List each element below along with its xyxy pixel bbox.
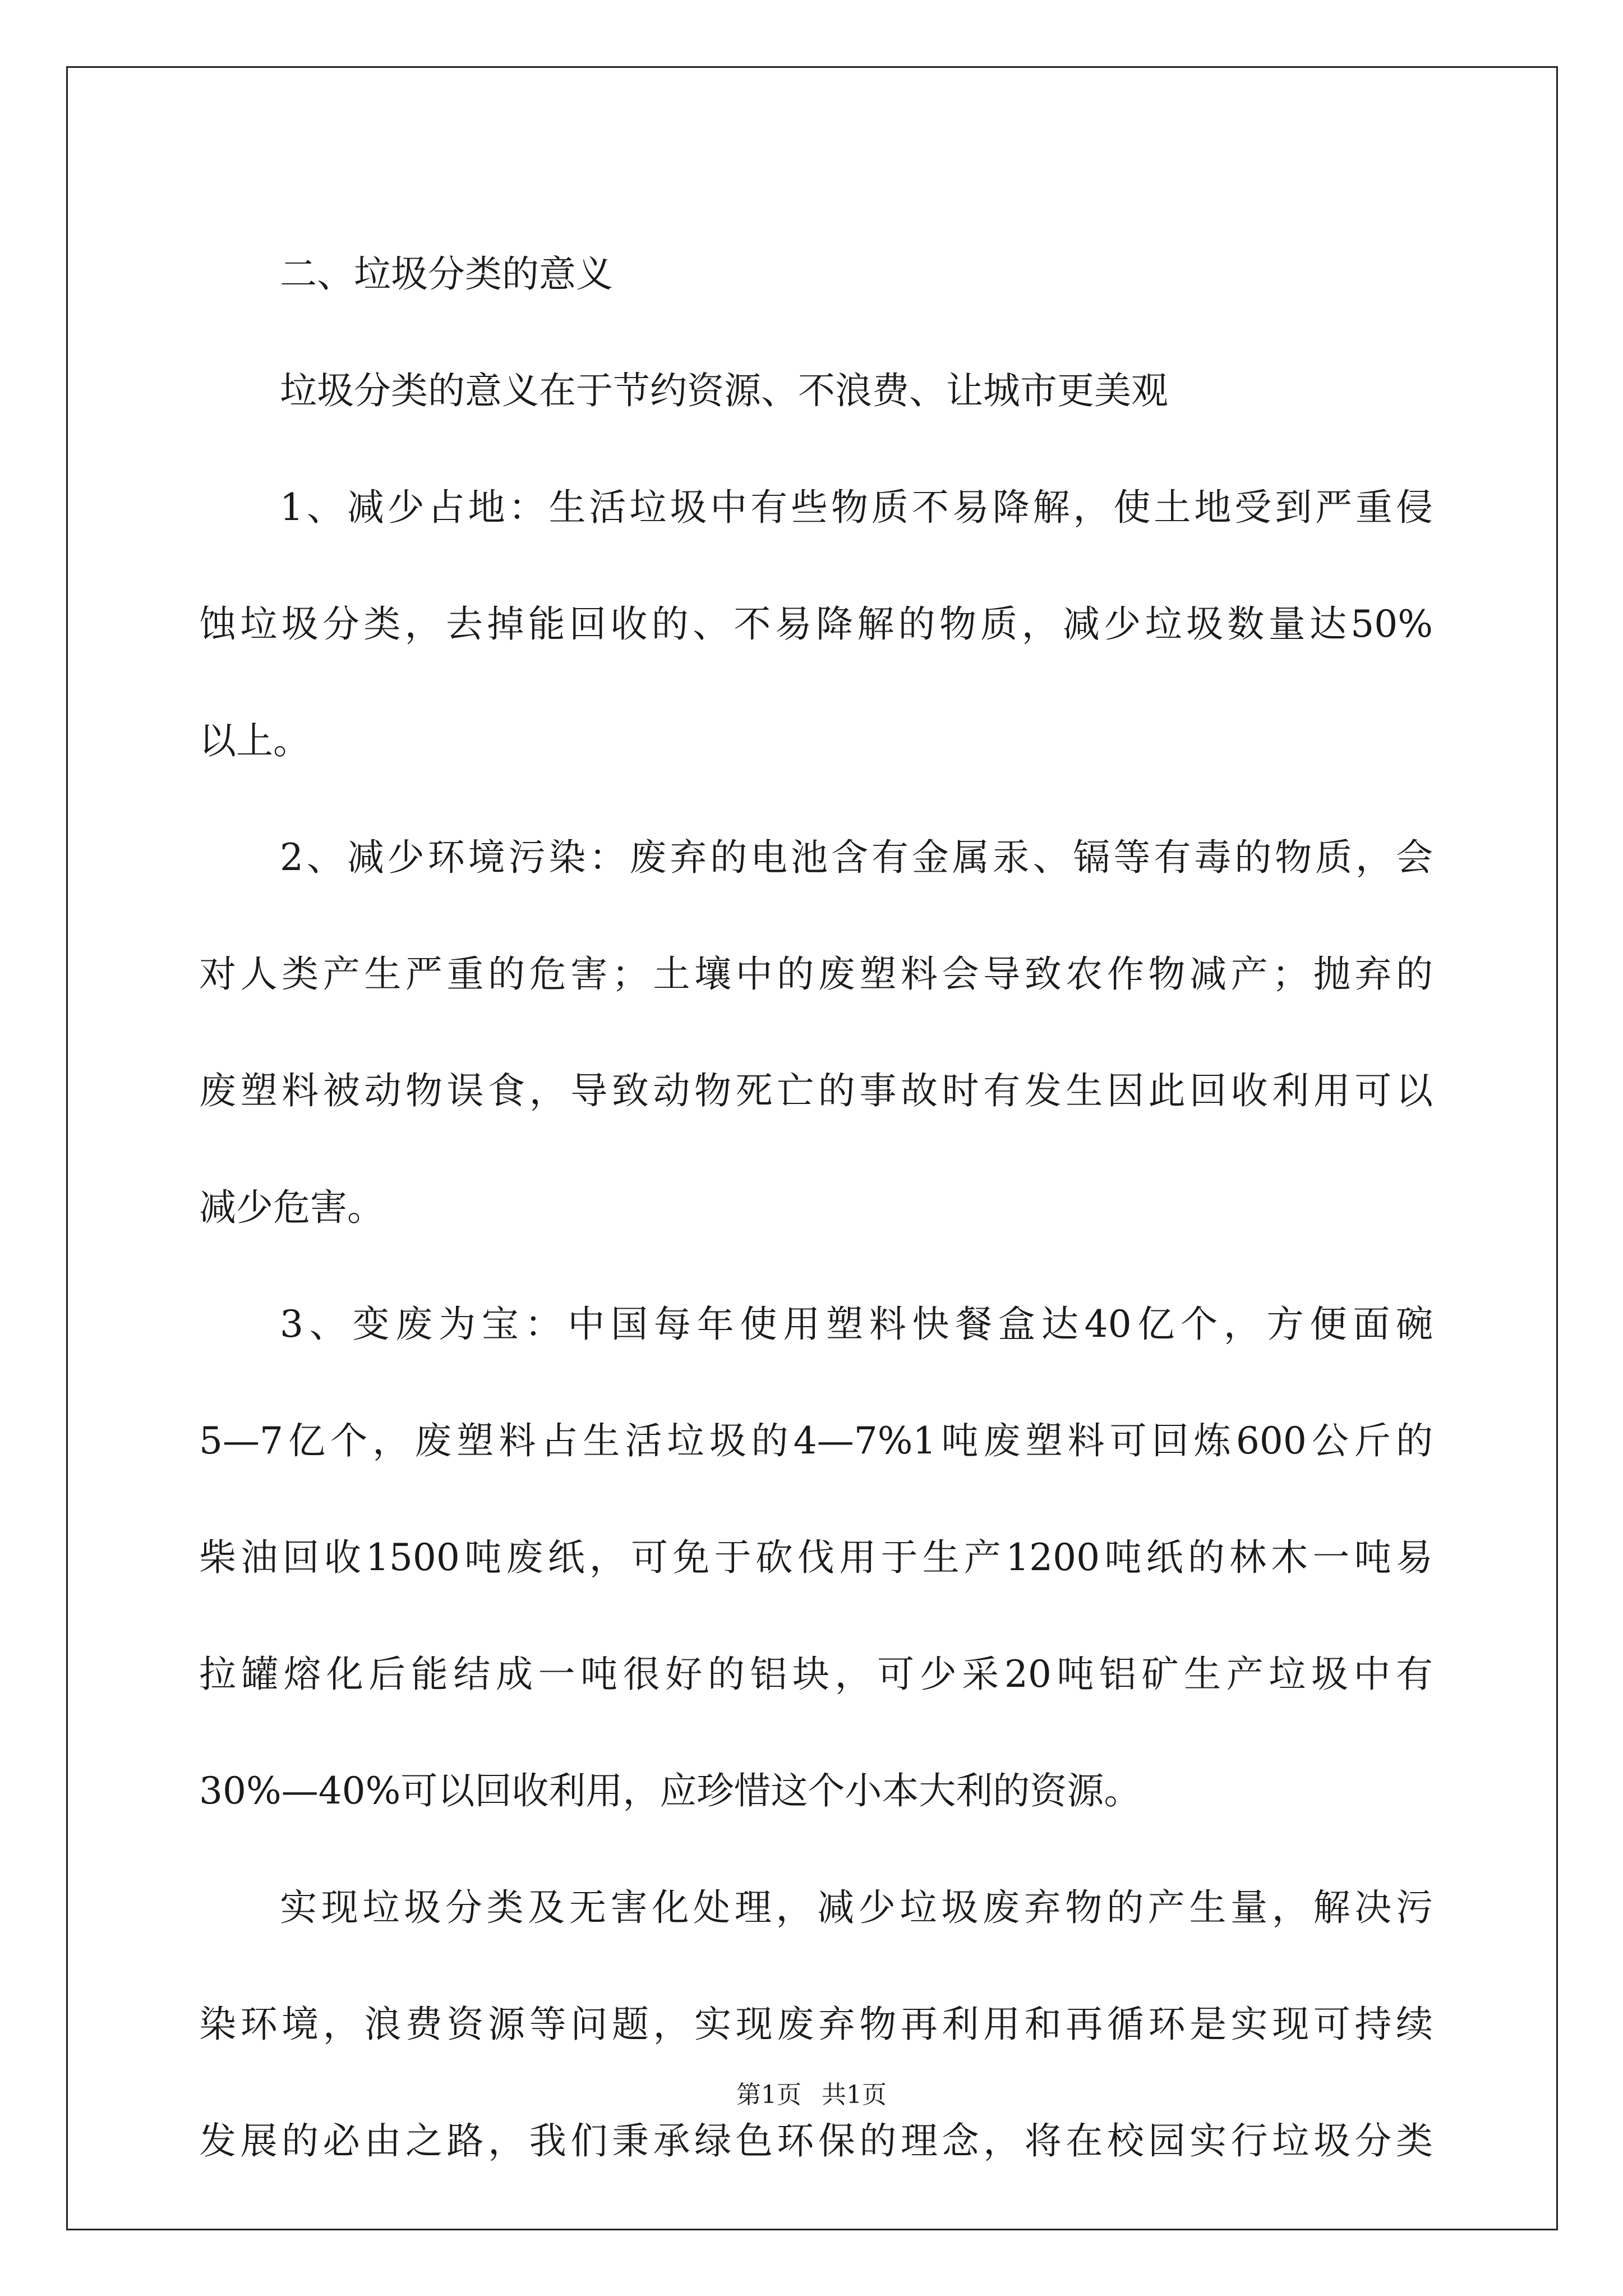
page-footer xyxy=(0,2078,1623,2112)
text-line-11: 5—7亿个，废塑料占生活垃圾的4—7%1吨废塑料可回炼600公斤的 xyxy=(199,1419,1433,1462)
text-line-5: 以上。 xyxy=(199,719,310,762)
text-line-7: 对人类产生严重的危害；土壤中的废塑料会导致农作物减产；抛弃的 xyxy=(199,953,1433,996)
text-line-4: 蚀垃圾分类，去掉能回收的、不易降解的物质，减少垃圾数量达50% xyxy=(199,602,1433,646)
document-body xyxy=(199,216,1433,2200)
text-line-15: 实现垃圾分类及无害化处理，减少垃圾废弃物的产生量，解决污 xyxy=(280,1886,1433,1929)
text-line-3: 1、减少占地：生活垃圾中有些物质不易降解，使土地受到严重侵 xyxy=(280,486,1433,529)
text-line-12: 柴油回收1500吨废纸，可免于砍伐用于生产1200吨纸的林木一吨易 xyxy=(199,1536,1433,1579)
text-line-6: 2、减少环境污染：废弃的电池含有金属汞、镉等有毒的物质，会 xyxy=(280,836,1433,879)
text-line-17: 发展的必由之路，我们秉承绿色环保的理念，将在校园实行垃圾分类 xyxy=(199,2119,1433,2162)
text-line-1: 二、垃圾分类的意义 xyxy=(280,252,613,296)
text-line-10: 3、变废为宝：中国每年使用塑料快餐盒达40亿个，方便面碗 xyxy=(280,1303,1433,1346)
text-line-8: 废塑料被动物误食，导致动物死亡的事故时有发生因此回收利用可以 xyxy=(199,1069,1433,1112)
text-line-13: 拉罐熔化后能结成一吨很好的铝块，可少采20吨铝矿生产垃圾中有 xyxy=(199,1653,1433,1696)
text-line-2: 垃圾分类的意义在于节约资源、不浪费、让城市更美观 xyxy=(280,369,1168,412)
page-number-current: 第1页 xyxy=(736,2081,801,2109)
text-line-14: 30%—40%可以回收利用，应珍惜这个小本大利的资源。 xyxy=(199,1769,1141,1812)
page-number-total: 共1页 xyxy=(822,2081,887,2109)
text-line-16: 染环境，浪费资源等问题，实现废弃物再利用和再循环是实现可持续 xyxy=(199,2003,1433,2046)
text-line-9: 减少危害。 xyxy=(199,1186,384,1229)
